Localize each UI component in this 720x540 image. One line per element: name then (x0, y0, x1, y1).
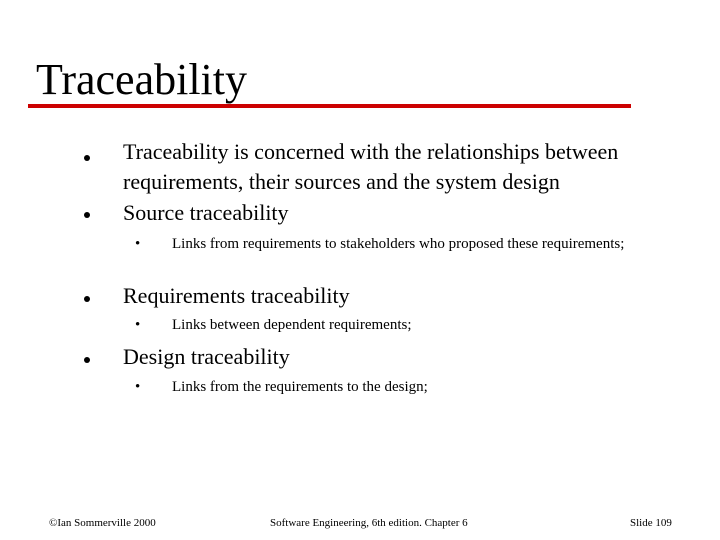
bullet-dot-icon (84, 155, 90, 161)
bullet-text-4: Design traceability (123, 344, 290, 369)
bullet-dot-icon (84, 212, 90, 218)
footer-slide-number: Slide 109 (630, 517, 672, 529)
slide-title: Traceability (36, 55, 247, 104)
sub-bullet-icon: • (135, 236, 141, 252)
sub-bullet-text-4-1: Links from the requirements to the design; (172, 379, 428, 395)
bullet-text-2: Source traceability (123, 200, 289, 225)
sub-bullet-icon: • (135, 317, 141, 333)
sub-bullet-text-3-1: Links between dependent requirements; (172, 317, 412, 333)
sub-bullet-icon: • (135, 379, 141, 395)
bullet-text-1: Traceability is concerned with the relationships between requirements, their sources and the system design (123, 139, 619, 194)
bullet-dot-icon (84, 357, 90, 363)
bullet-text-3: Requirements traceability (123, 283, 350, 308)
sub-bullet-text-2-1: Links from requirements to stakeholders who proposed these requirements; (172, 236, 625, 252)
footer-copyright: ©Ian Sommerville 2000 (49, 517, 156, 529)
footer-book-title: Software Engineering, 6th edition. Chapter 6 (270, 517, 468, 529)
bullet-dot-icon (84, 296, 90, 302)
